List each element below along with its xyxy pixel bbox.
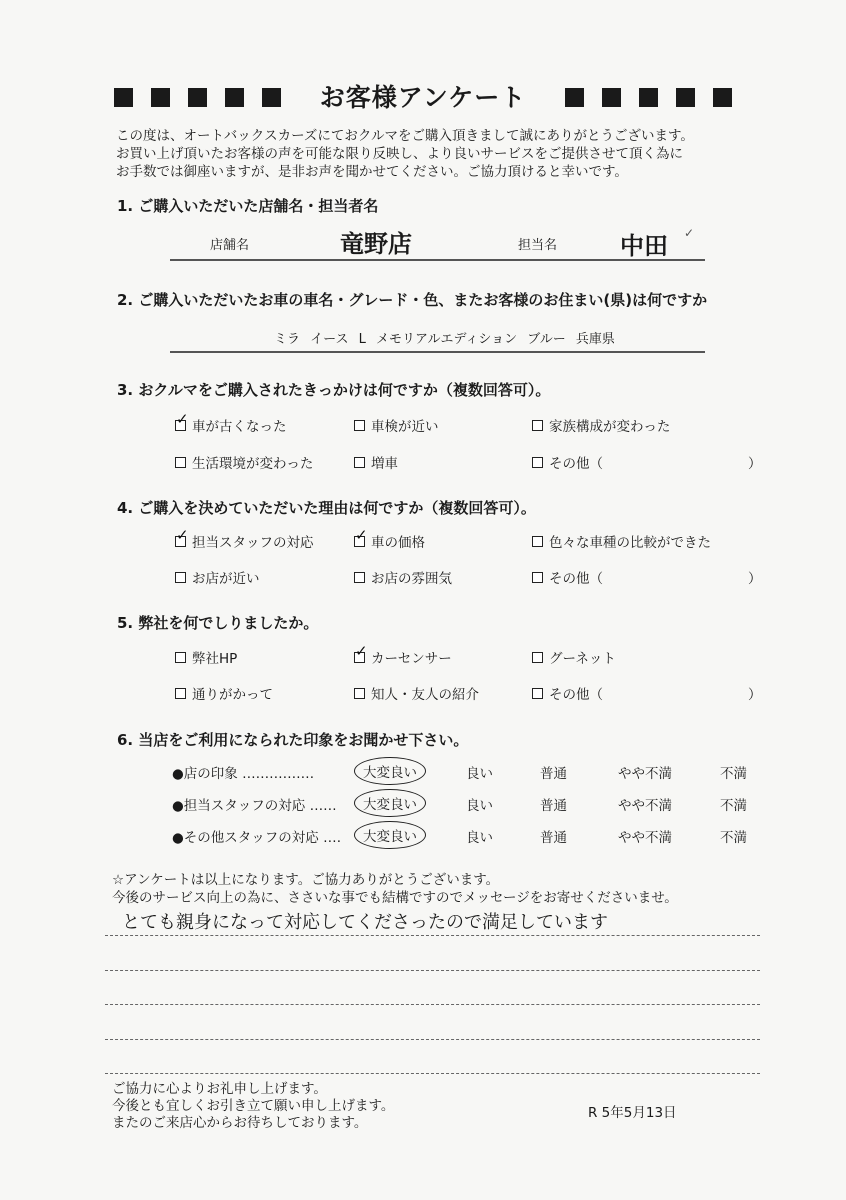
q4-option-staff[interactable]: ✓ 担当スタッフの対応 <box>176 525 314 551</box>
checkbox[interactable] <box>354 525 368 547</box>
footer-line: ご協力に心よりお礼申し上げます。 <box>112 1081 327 1097</box>
rating-option[interactable]: 普通 <box>540 798 567 814</box>
checkbox[interactable] <box>175 457 186 468</box>
q3-other-close-paren: ） <box>748 456 762 472</box>
q3-option-old-car[interactable]: ✓ 車が古くなった <box>176 409 287 435</box>
staff-value: 中田 <box>620 232 668 260</box>
rating-option[interactable]: 不満 <box>720 798 747 814</box>
store-label: 店舗名 <box>210 238 250 253</box>
checkbox[interactable] <box>354 572 365 583</box>
survey-title: お客様アンケート <box>319 83 527 112</box>
rating-row-label: ●その他スタッフの対応 ‥‥ <box>172 830 342 846</box>
intro-line: この度は、オートバックスカーズにておクルマをご購入頂きまして誠にありがとうございます。 <box>116 128 694 144</box>
q3-option-lifestyle[interactable]: 生活環境が変わった <box>175 452 313 472</box>
footer-line: またのご来店心からお待ちしております。 <box>112 1115 368 1131</box>
checkbox[interactable] <box>532 652 543 663</box>
q4-title: 4. ご購入を決めていただいた理由は何ですか（複数回答可）。 <box>117 499 536 517</box>
survey-date: R 5年5月13日 <box>588 1105 677 1121</box>
black-square-icon <box>713 88 732 107</box>
rating-option[interactable]: 良い <box>466 798 493 814</box>
rating-option[interactable]: やや不満 <box>618 830 672 846</box>
checkbox[interactable] <box>532 457 543 468</box>
q3-option-inspection[interactable]: 車検が近い <box>354 415 439 435</box>
black-square-icon <box>676 88 695 107</box>
checkbox[interactable] <box>175 409 189 431</box>
message-line <box>105 1039 760 1040</box>
rating-option[interactable]: 普通 <box>540 830 567 846</box>
rating-option[interactable]: 不満 <box>720 766 747 782</box>
checkbox[interactable] <box>354 420 365 431</box>
checkbox[interactable] <box>532 536 543 547</box>
q4-option-atmosphere[interactable]: お店の雰囲気 <box>354 567 452 587</box>
q2-title: 2. ご購入いただいたお車の車名・グレード・色、またお客様のお住まい(県)は何ですか <box>117 291 708 309</box>
q6-title: 6. 当店をご利用になられた印象をお聞かせ下さい。 <box>117 731 469 749</box>
handwritten-message[interactable]: とても親身になって対応してくださったので満足しています <box>122 912 608 933</box>
q4-other-close-paren: ） <box>748 571 762 587</box>
q5-option-goonet[interactable]: グーネット <box>532 647 616 667</box>
rating-row-label: ●担当スタッフの対応 ‥‥‥ <box>172 798 337 814</box>
rating-option[interactable]: 良い <box>466 766 493 782</box>
q4-option-other[interactable]: その他（ <box>532 567 603 587</box>
black-square-icon <box>639 88 658 107</box>
tick-mark: ✓ <box>684 226 695 240</box>
check-mark-icon: ✓ <box>355 525 368 544</box>
check-mark-icon: ✓ <box>355 641 368 660</box>
intro-line: お手数では御座いますが、是非お声を聞かせてください。ご協力頂けると幸いです。 <box>116 164 628 180</box>
q3-option-family[interactable]: 家族構成が変わった <box>532 415 670 435</box>
footer-line: 今後とも宜しくお引き立て願い申し上げます。 <box>112 1098 395 1114</box>
rating-option-selected[interactable]: 大変良い <box>354 789 426 817</box>
rating-option[interactable]: やや不満 <box>618 766 672 782</box>
q5-option-referral[interactable]: 知人・友人の紹介 <box>354 683 479 703</box>
message-line <box>105 1073 760 1074</box>
q2-answer-line <box>170 351 705 353</box>
check-mark-icon: ✓ <box>176 525 189 544</box>
checkbox[interactable] <box>175 688 186 699</box>
q3-option-additional-car[interactable]: 増車 <box>354 452 398 472</box>
rating-option[interactable]: やや不満 <box>618 798 672 814</box>
q3-option-other[interactable]: その他（ <box>532 452 603 472</box>
message-line <box>105 935 760 936</box>
black-square-icon <box>262 88 281 107</box>
check-mark-icon: ✓ <box>176 409 189 428</box>
q5-option-other[interactable]: その他（ <box>532 683 603 703</box>
rating-row-label: ●店の印象 ‥‥‥‥‥‥‥‥ <box>172 766 315 782</box>
checkbox[interactable] <box>354 688 365 699</box>
store-value: 竜野店 <box>340 230 412 258</box>
black-square-icon <box>188 88 207 107</box>
black-square-icon <box>151 88 170 107</box>
survey-title-bar <box>0 78 846 114</box>
checkbox[interactable] <box>175 525 189 547</box>
q1-title: 1. ご購入いただいた店舗名・担当者名 <box>117 197 379 215</box>
staff-label: 担当名 <box>518 238 558 253</box>
q5-option-carsensor[interactable]: ✓ カーセンサー <box>355 641 452 667</box>
q5-other-close-paren: ） <box>748 687 762 703</box>
message-line <box>105 970 760 971</box>
black-square-icon <box>114 88 133 107</box>
message-line <box>105 1004 760 1005</box>
q5-option-website[interactable]: 弊社HP <box>175 647 237 667</box>
q5-option-passing-by[interactable]: 通りがかって <box>175 683 273 703</box>
rating-option[interactable]: 不満 <box>720 830 747 846</box>
closing-line-2: 今後のサービス向上の為に、ささいな事でも結構ですのでメッセージをお寄せくださいませ。 <box>112 890 678 906</box>
q4-option-price[interactable]: ✓ 車の価格 <box>355 525 425 551</box>
checkbox[interactable] <box>175 652 186 663</box>
black-square-icon <box>565 88 584 107</box>
q1-answer-line <box>170 259 705 261</box>
rating-option-selected[interactable]: 大変良い <box>354 757 426 785</box>
rating-option[interactable]: 良い <box>466 830 493 846</box>
q4-option-compare[interactable]: 色々な車種の比較ができた <box>532 531 711 551</box>
rating-option[interactable]: 普通 <box>540 766 567 782</box>
checkbox[interactable] <box>532 572 543 583</box>
intro-line: お買い上げ頂いたお客様の声を可能な限り反映し、より良いサービスをご提供させて頂く為に <box>116 146 683 162</box>
checkbox[interactable] <box>175 572 186 583</box>
black-square-icon <box>225 88 244 107</box>
rating-option-selected[interactable]: 大変良い <box>354 821 426 849</box>
q3-title: 3. おクルマをご購入されたきっかけは何ですか（複数回答可）。 <box>117 381 551 399</box>
checkbox[interactable] <box>354 641 368 663</box>
closing-line-1: ☆アンケートは以上になります。ご協力ありがとうございます。 <box>112 872 500 888</box>
q4-option-nearby[interactable]: お店が近い <box>175 567 260 587</box>
checkbox[interactable] <box>354 457 365 468</box>
black-square-icon <box>602 88 621 107</box>
checkbox[interactable] <box>532 688 543 699</box>
q2-answer: ミラ イース L メモリアルエディション ブルー 兵庫県 <box>274 332 615 347</box>
q5-title: 5. 弊社を何でしりましたか。 <box>117 614 319 632</box>
checkbox[interactable] <box>532 420 543 431</box>
